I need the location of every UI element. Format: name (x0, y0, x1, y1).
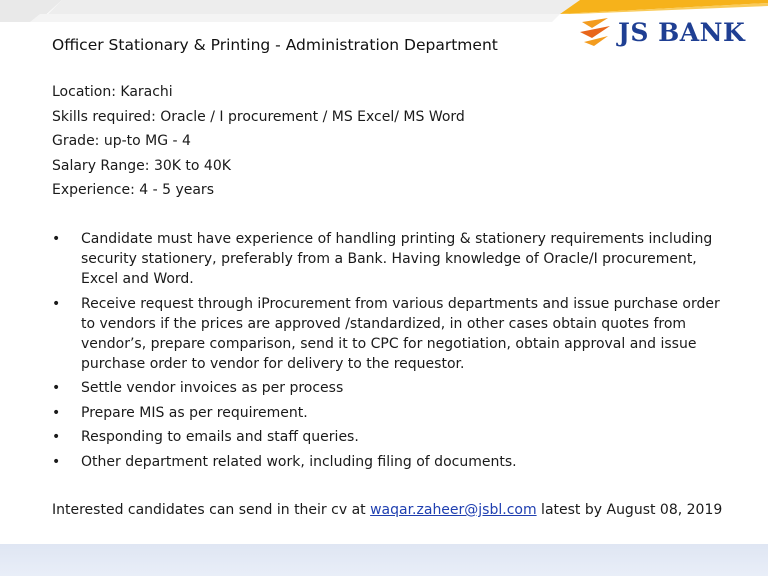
application-instructions (52, 502, 722, 518)
experience-line: Experience: 4 - 5 years (52, 182, 214, 198)
responsibilities-list (52, 229, 722, 477)
list-item (52, 452, 722, 472)
list-item-text: Other department related work, including filing of documents. (81, 453, 517, 470)
bullet-icon: • (52, 453, 61, 470)
bullet-icon: • (52, 295, 61, 312)
location-line: Location: Karachi (52, 84, 173, 100)
list-item (52, 378, 722, 398)
job-info-list (52, 80, 465, 203)
list-item (52, 229, 722, 289)
logo-swoosh-icon (578, 16, 614, 48)
list-item-text: Prepare MIS as per requirement. (81, 404, 308, 421)
bullet-icon: • (52, 231, 61, 247)
list-item-text: Settle vendor invoices as per process (81, 380, 344, 397)
bottom-decorative-band (0, 544, 768, 576)
email-link[interactable]: waqar.zaheer@jsbl.com (370, 502, 537, 518)
logo-text: JS BANK (618, 17, 746, 47)
bullet-icon: • (52, 380, 61, 397)
list-item-text: Candidate must have experience of handling printing & stationery requirements including security stationery, preferably from a Bank. Having knowledge of Oracle/I procurement, Excel and Word. (81, 231, 713, 287)
list-item (52, 403, 722, 423)
instructions-prefix: Interested candidates can send in their cv at (52, 502, 371, 518)
bullet-icon: • (52, 404, 61, 421)
list-item (52, 427, 722, 447)
js-bank-logo (578, 14, 762, 50)
deadline-text: latest by August 08, 2019 (536, 502, 723, 518)
job-title: Officer Stationary & Printing - Administration Department (52, 36, 498, 54)
skills-line: Skills required: Oracle / I procurement / MS Excel/ MS Word (52, 108, 465, 125)
list-item-text: Responding to emails and staff queries. (81, 429, 359, 446)
list-item-text: Receive request through iProcurement from various departments and issue purchase order to vendors if the prices are approved /standardized, in other cases obtain quotes from vendor’s, prepare comparison, send it to CPC for negotiation, obtain approval and issue purchase order to vendor for delivery to the requestor. (81, 295, 720, 372)
list-item (52, 294, 722, 374)
salary-line: Salary Range: 30K to 40K (52, 157, 231, 174)
grade-line: Grade: up-to MG - 4 (52, 133, 191, 149)
bullet-icon: • (52, 429, 61, 446)
